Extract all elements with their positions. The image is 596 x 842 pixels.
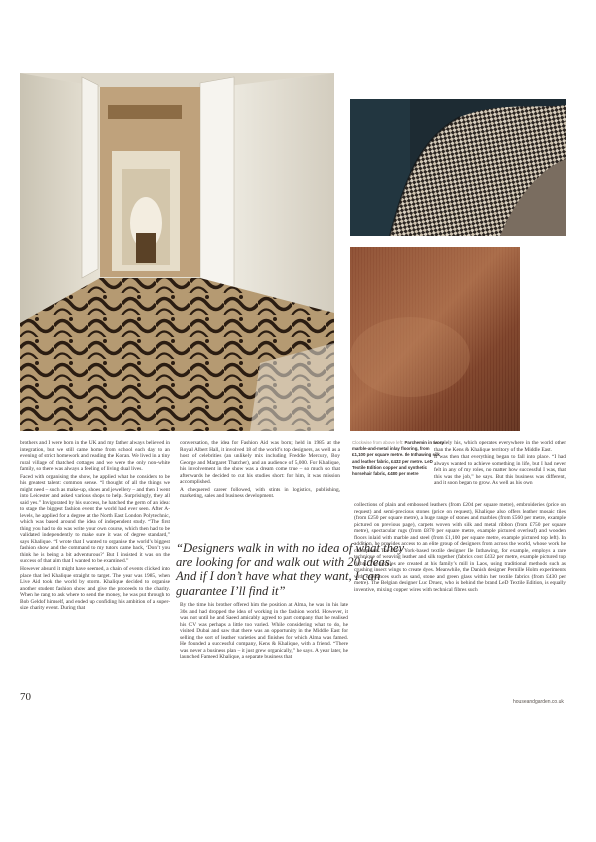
paragraph: A chequered career followed, with stints in logistics, publishing, marketing, sales and business development. (180, 486, 340, 500)
website-url: houseandgarden.co.uk (513, 699, 564, 705)
paragraph: Faced with organising the show, he applied what he considers to be his greatest talent: common sense. “I thought of all the things we might need – such as make-up, shoes and jewellery – and then I went into Leicester and asked various shops to help. Surprisingly, they all said yes.” Invigorated by his success, he hatched the germ of an idea: to stage the biggest fashion event the world had ever seen. After A-levels, he applied for a degree at the North East London Polytechnic, which was based around the idea of independent study. “The first thing you had to do was write your own course, which then had to be validated independently to make sure it was of degree standard,” says Khalique. “I wrote that I wanted to organise the world’s biggest fashion show and the command to my tutors came back, ‘Don’t you think he is being a bit adventurous?’ But I insisted it was on the success of that aim that I wanted to be examined.” (20, 473, 170, 565)
caption-lead: Clockwise from above left: (352, 440, 404, 445)
hallway-photo (20, 73, 334, 431)
article-column-4 (180, 602, 348, 662)
image-caption (352, 440, 444, 477)
paragraph: It was then that everything began to fall into place. “I had always wanted to achieve something in life, but I had never felt in any of my roles, no matter how successful I was, that this was the job,” he says. But this business was different, and it soon began to grow. As well as his own (434, 454, 566, 487)
paragraph: By the time his brother offered him the position at Alma, he was in his late 30s and had dropped the idea of working in the fashion world. However, it was not until he and Saeed amicably agreed to part company that he realised his CV was perhaps a little too varied. While considering what to do, he visited Dubai and saw that there was an opportunity in the Middle East for selling the sort of leather varieties and finishes for which Alma was famed. He founded a successful company, Kens & Khalique, with a friend. “There was never a business plan – it just grew organically,” he says. A year later, he launched Fameed Khalique, a separate business that (180, 602, 348, 660)
article-column-1 (20, 440, 170, 613)
paragraph: conversation, the idea for Fashion Aid was born; held in 1985 at the Royal Albert Hall, it involved 18 of the world’s top designers, as well as a host of celebrities (an unlikely mix including Freddie Mercury, Boy George and Margaret Thatcher), and an audience of 5,000. For Khalique, his involvement in the show was a dream come true – so much so that afterwards he decided to cut his studies short: for him, it was mission accomplished. (180, 440, 340, 485)
article-column-3-bottom (354, 502, 566, 594)
page-number: 70 (20, 691, 31, 703)
copper-fabric-photo (350, 247, 520, 431)
paragraph: brothers and I were born in the UK and my father always believed in integration, but we still came home from school each day to an evening of strict homework and reading the Koran. We lived in a tiny rural village of thatched cottages and we were the only non-white family, so there was always a feeling of living dual lives. (20, 440, 170, 472)
article-column-2 (180, 440, 340, 501)
paragraph: However absurd it might have seemed, a chain of events clicked into place that led Khalique straight to target. The year was 1985, when Live Aid took the world by storm. Khalique decided to organise another student fashion show and give the proceeds to the charity. When he rang to ask where to send the money, he was put through to Bob Geldof himself, and ended up confiding his ambition of a super-size charity event. During that (20, 566, 170, 612)
caption-body: Parchemin in Ivory marble-and-metal inlay flooring, from £1,100 per square metre. Ile Inthawing silk and leather fabric, £432 per metre. LeD Textile Edition copper and synthetic horsehair fabric, £480 per metre (352, 440, 444, 477)
pull-quote: “Designers walk in with no idea of what they are looking for and walk out with 20 ideas. And if I don’t have what they want, I can guarantee I’ll find it” (176, 541, 405, 598)
woven-fabric-photo (350, 99, 566, 236)
paragraph: is solely his, which operates everywhere in the world other than the Kens & Khalique territory of the Middle East. (434, 440, 566, 453)
paragraph: collections of plain and embossed leathers (from £204 per square metre), embroideries (price on request) and semi-precious stones (price on request), Khalique also offers leather mosaic tiles (from £250 per square metre), a huge range of stones and marbles (from £560 per metre, example pictured on previous page), carpets woven with silk and metal ribbon (from £750 per square metre), spectacular rugs (from £870 per square metre, example pictured overleaf) and wooden floors inlaid with marble and steel (from £1,100 per square metre, example pictured top left). In addition, he provides access to an elite group of designers from across the world, whose work he champions. The New York-based textile designer Ile Inthawing, for example, employs a rare technique of weaving leather and silk together (fabrics cost £432 per metre, example pictured top right). The textiles are created at his family’s mill in Laos, using traditional methods such as crushing insect wings to create dyes. Meanwhile, the Danish designer Pernille Holm experiments with substances such as sand, stone and green glass within her textile fabrics (from £430 per metre). The Belgian designer Luc Druez, who is behind the brand LeD Textile Edition, is equally inventive, mixing copper wires with technical fibres such (354, 502, 566, 593)
article-column-3-top (434, 440, 566, 488)
